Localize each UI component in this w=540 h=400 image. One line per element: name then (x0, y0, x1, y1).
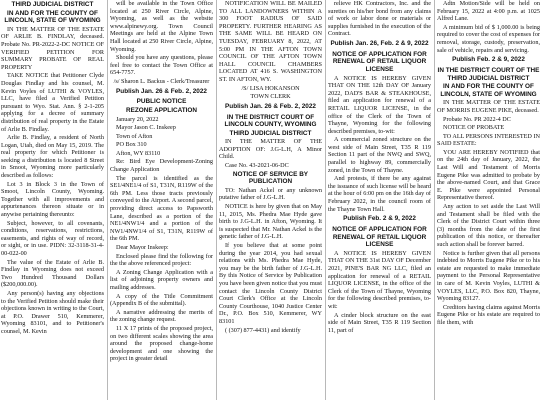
notice-paragraph: TO: Nathan Ackel or any unknown putative father of J.G-L.H. (219, 186, 322, 202)
notice-paragraph: NOTICE OF PROBATE (443, 124, 505, 132)
notice-column-4 (328, 0, 431, 400)
notice-paragraph: Adtn Motion/Side will be held on February 15, 2022 at 4:00 p.m. at 1025 Alfred Lane. (437, 0, 540, 23)
notice-paragraph: A NOTICE IS HEREBY GIVEN THAT ON THE 12th DAY OF January 2022, DAD'S BAR & STEAKHOUSE, filed an application for renewal of a RETAIL LIQUOR LICENSE, in the office of the Clerk of the Town of Thayne, Wyoming for the following described premises, to-wit: (328, 74, 431, 135)
publish-dates: Publish Feb. 2 & 9, 2022 (452, 56, 525, 64)
notice-paragraph: A minimum bid of $ 1,000.00 is being required to cover the cost of expenses for removal, storage, custody, preservation, sale of vehicle, repairs and servicing. (437, 23, 540, 54)
column-divider (434, 0, 435, 400)
notice-paragraph: TO ALL PERSONS INTERESTED IN SAID ESTATE: (437, 132, 540, 148)
notice-heading: IN THE DISTRICT COURT OF THE THIRD JUDICIAL DISTRICT (437, 66, 540, 82)
column-divider (107, 0, 108, 400)
notice-paragraph: IN THE MATTER OF THE ADOPTION OF: J.G-L.H, A Minor Child. (219, 138, 322, 161)
notice-paragraph: The parcel is identified as the SE1/4NE1/4 of S1, T31N, R119W of the 6th PM. Less those tracts previously conveyed to the Airport. A second parcel, providing direct access to Papsworth Lane, described as a portion of the NE1/4NW1/4 and a portion of the NW1/4NW1/4 of S1, T31N, R119W of the 6th PM. (110, 174, 213, 243)
signature-line: /S/ LISA HOKANSON (241, 84, 300, 92)
notice-paragraph: NOTIFICATION WILL BE MAILED TO ALL LANDOWNERS WITHIN A 300 FOOT RADIUS OF SAID PROPERTY. FURTHER HEARING AS THE SAME WILL BE HEARD ON TUESDAY, FEBRUARY 8, 2022, AT 5:00 PM IN THE AFTON TOWN COUNCIL OF THE AFTON TOWN HALL COUNCIL CHAMBERS LOCATED AT 416 S. WASHINGTON ST. IN AFTON, WY. (219, 0, 322, 83)
notice-paragraph: A copy of the Title Commitment (Appendix B of the submittal). (110, 292, 213, 308)
notice-paragraph: If you believe that at some point during the year 2014, you had sexual relations with Ms. Phedra Mae Hyde, you may be the birth father of J.G-L.H. By this Notice of Service by Publication you have been given notice that you must contact the Lincoln County District Court Clerk's Office at the Lincoln County Courthouse, 1040 Justice Center Dr., P.O. Box 510, Kemmerer, WY 83101 (219, 242, 322, 325)
notice-paragraph: IN THE MATTER OF THE ESTATE OF MORRIS EUGENE PIKE, deceased. (437, 99, 540, 114)
notice-heading: THIRD JUDICIAL DISTRICT (229, 129, 312, 137)
notice-paragraph: A Zoning Change Application with a list of adjoining property owners and mailing addresses. (110, 268, 213, 291)
notice-column-1 (1, 0, 104, 400)
notice-paragraph: A cinder block structure on the east side of Main Street, T35 R 119 Section 11, part of (328, 311, 431, 334)
publish-dates: Publish Jan. 26 & Feb. 2, 2022 (225, 102, 316, 110)
notice-paragraph: Mayor Jason C. Inskeep (116, 124, 176, 132)
notice-paragraph: Arlie B. Findlay, a resident of North Logan, Utah, died on May 15, 2019. The real property for which Petitioner is seeking a distribution is located 8 Street in Smoot, Wyoming more particularly described as follows: (1, 134, 104, 180)
notice-heading: NOTICE OF APPLICATION FOR RENEWAL OF RETAIL LIQUOR LICENSE (332, 226, 427, 249)
notice-column-3 (219, 0, 322, 400)
notice-heading: PUBLIC NOTICE (136, 98, 187, 106)
publish-dates: Publish Jan. 26, Feb. 2 & 9, 2022 (330, 39, 429, 47)
notice-paragraph: Case No. 43-2021-06-DC (225, 162, 289, 170)
notice-paragraph: Notice is further given that all persons indebted to Morris Eugene Pike or to his estate are requested to make immediate payment to the Personal Representative in care of M. Kevin Voyles, LUTHI & VOYLES, LLC, P.O. Box 820, Thayne, Wyoming 83127. (437, 249, 540, 303)
notice-paragraph: Probate No. PR 2022-4 DC (443, 115, 511, 123)
notice-paragraph: will be available in the Town Office located at 250 River Circle, Alpine, Wyoming, as well as the website www.alpinewy.org. Town Council Meetings are held at the Alpine Town Hall located at 250 River Circle, Alpine, Wyoming. (110, 0, 213, 53)
notice-paragraph: NOTICE is here by given that on May 11, 2015, Ms. Phedra Mae Hyde gave birth to J.G-L.H. in Afton, Wyoming. It is suspected that Mr. Nathan Ackel is the genetic father of J.G-L.H. (219, 203, 322, 241)
notice-paragraph: IN THE MATTER OF THE ESTATE OF ARLIE B. FINDLAY, deceased. Probate No. PR-2022-2-DC NOTICE OF VERIFIED PETITION FOR SUMMARY PROBATE OF REAL PROPERTY (1, 25, 104, 71)
notice-paragraph: Lot 3 in Block 3 in the Town of Smoot, Lincoln County, Wyoming. Together with all improvements and appurtenances thereon situate or in anywise pertaining thereunto: (1, 180, 104, 219)
notice-paragraph: And protests, if there be any against the issuance of such license will be heard at the hour of 6:00 pm on the 16th day of February 2022, in the council room of the Thayne Town Hall. (328, 175, 431, 213)
notice-column-5 (437, 0, 540, 400)
notice-paragraph: PO Box 310 (116, 141, 147, 149)
column-divider (325, 0, 326, 400)
notice-heading: IN THE DISTRICT COURT OF LINCOLN COUNTY, WYOMING (224, 113, 317, 129)
publish-dates: Publish Feb. 2 & 9, 2022 (343, 215, 416, 223)
notice-heading: REZONE APPLICATION (125, 106, 197, 114)
notice-paragraph: A narrative addressing the merits of the zoning change request. (110, 308, 213, 324)
notice-paragraph: A NOTICE IS HEREBY GIVEN THAT ON THE 31st DAY OF December 2021, PINE'S BAR NG LLC, filed an application for renewal of a RETAIL LIQUOR LICENSE, in the office of the Clerk of the Town of Thayne, Wyoming for the following described premises, to-wit: (328, 249, 431, 310)
notice-paragraph: January 20, 2022 (116, 115, 159, 123)
notice-paragraph: Enclosed please find the following for the the above referenced project: (110, 252, 213, 268)
signature-line: /s/ Sharon L. Backus - Clerk/Treasurer (113, 77, 210, 85)
notice-paragraph: ( (307) 877-4431) and identify (225, 326, 301, 334)
notice-paragraph: Creditors having claims against Morris Eugene Pike or his estate are required to file them, with (437, 303, 540, 326)
notice-column-2 (110, 0, 213, 400)
notice-paragraph: Re: Bird Eye Development-Zoning Change Application (110, 158, 213, 174)
notice-paragraph: relieve HK Contractors, Inc. and the sureties on his/her bond from any claims of work or labor done or materials or supplies furnished in the execution of the Contract. (328, 0, 431, 38)
notice-heading: NOTICE OF SERVICE BY PUBLICATION (232, 170, 309, 186)
notice-paragraph: TAKE NOTICE that Petitioner Clyde Douglas Findlay and his counsel, M. Kevin Voyles of LUTHI & VOYLES, LLC, have filed a Verified Petition pursuant to Wyo. Stat. Ann. § 2-1-205 applying for a decree of summary distribution of real property in the Estate of Arlie B. Findlay. (1, 72, 104, 133)
notice-paragraph: The value of the Estate of Arlie B. Findlay in Wyoming does not exceed Two Hundred Thousand Dollars ($200,000.00). (1, 258, 104, 289)
notice-heading: NOTICE OF APPLICATION FOR RENEWAL OF RETAIL LIQUOR LICENSE (332, 50, 427, 73)
notice-paragraph: 11 X 17 prints of the proposed project, on two different scales showing the area around the proposed change-home development and one showing the project in greater detail (110, 324, 213, 363)
notice-paragraph: Town of Afton (116, 132, 153, 140)
notice-heading: IN AND FOR THE COUNTY OF LINCOLN, STATE OF WYOMING (440, 83, 537, 98)
notice-paragraph: Should you have any questions, please feel free to contact the Town Office at 654-7757. (110, 54, 213, 77)
notice-paragraph: Any person(s) having any objections to the Verified Petition should make their objections known in writing to the Court, at P.O. Drawer 510, Kemmerer, Wyoming 83101, and to Petitioner's counsel, M. Kevin (1, 289, 104, 335)
notice-paragraph: Dear Mayor Inskeep: (116, 244, 169, 252)
publish-dates: Publish Jan. 26 & Feb. 2, 2022 (116, 87, 207, 95)
notice-paragraph: Afton, WY 83110 (116, 149, 161, 157)
notice-paragraph: YOU ARE HEREBY NOTIFIED that on the 24th day of January, 2022, the Last Will and Testament of Morris Eugene Pike was admitted to probate by the above-named Court, and that Grace E. Pike were appointed Personal Representative thereof. (437, 148, 540, 202)
notice-heading: IN AND FOR THE COUNTY OF LINCOLN, STATE OF WYOMING (4, 9, 101, 25)
column-divider (216, 0, 217, 400)
signature-line: TOWN CLERK (250, 93, 291, 101)
notice-paragraph: Subject, however, to all covenants, conditions, reservations, restrictions, easements, and rights of way of record, or sight, or in use. PIDN: 32-3118-31-4-00-022-00 (1, 219, 104, 257)
notice-heading: THIRD JUDICIAL DISTRICT (11, 1, 94, 8)
notice-paragraph: Any action to set aside the Last Will and Testament shall be filed with the Clerk of the District Court within three (3) months from the date of the first publication of this notice, or thereafter such action shall be forever barred. (437, 203, 540, 249)
notice-paragraph: A commercial zoned structure on the west side of Main Street, T35 R 119 Section 11 part of the NWQ and SWQ, parallel to highway 89, commercially zoned, in the Town of Thayne. (328, 136, 431, 174)
